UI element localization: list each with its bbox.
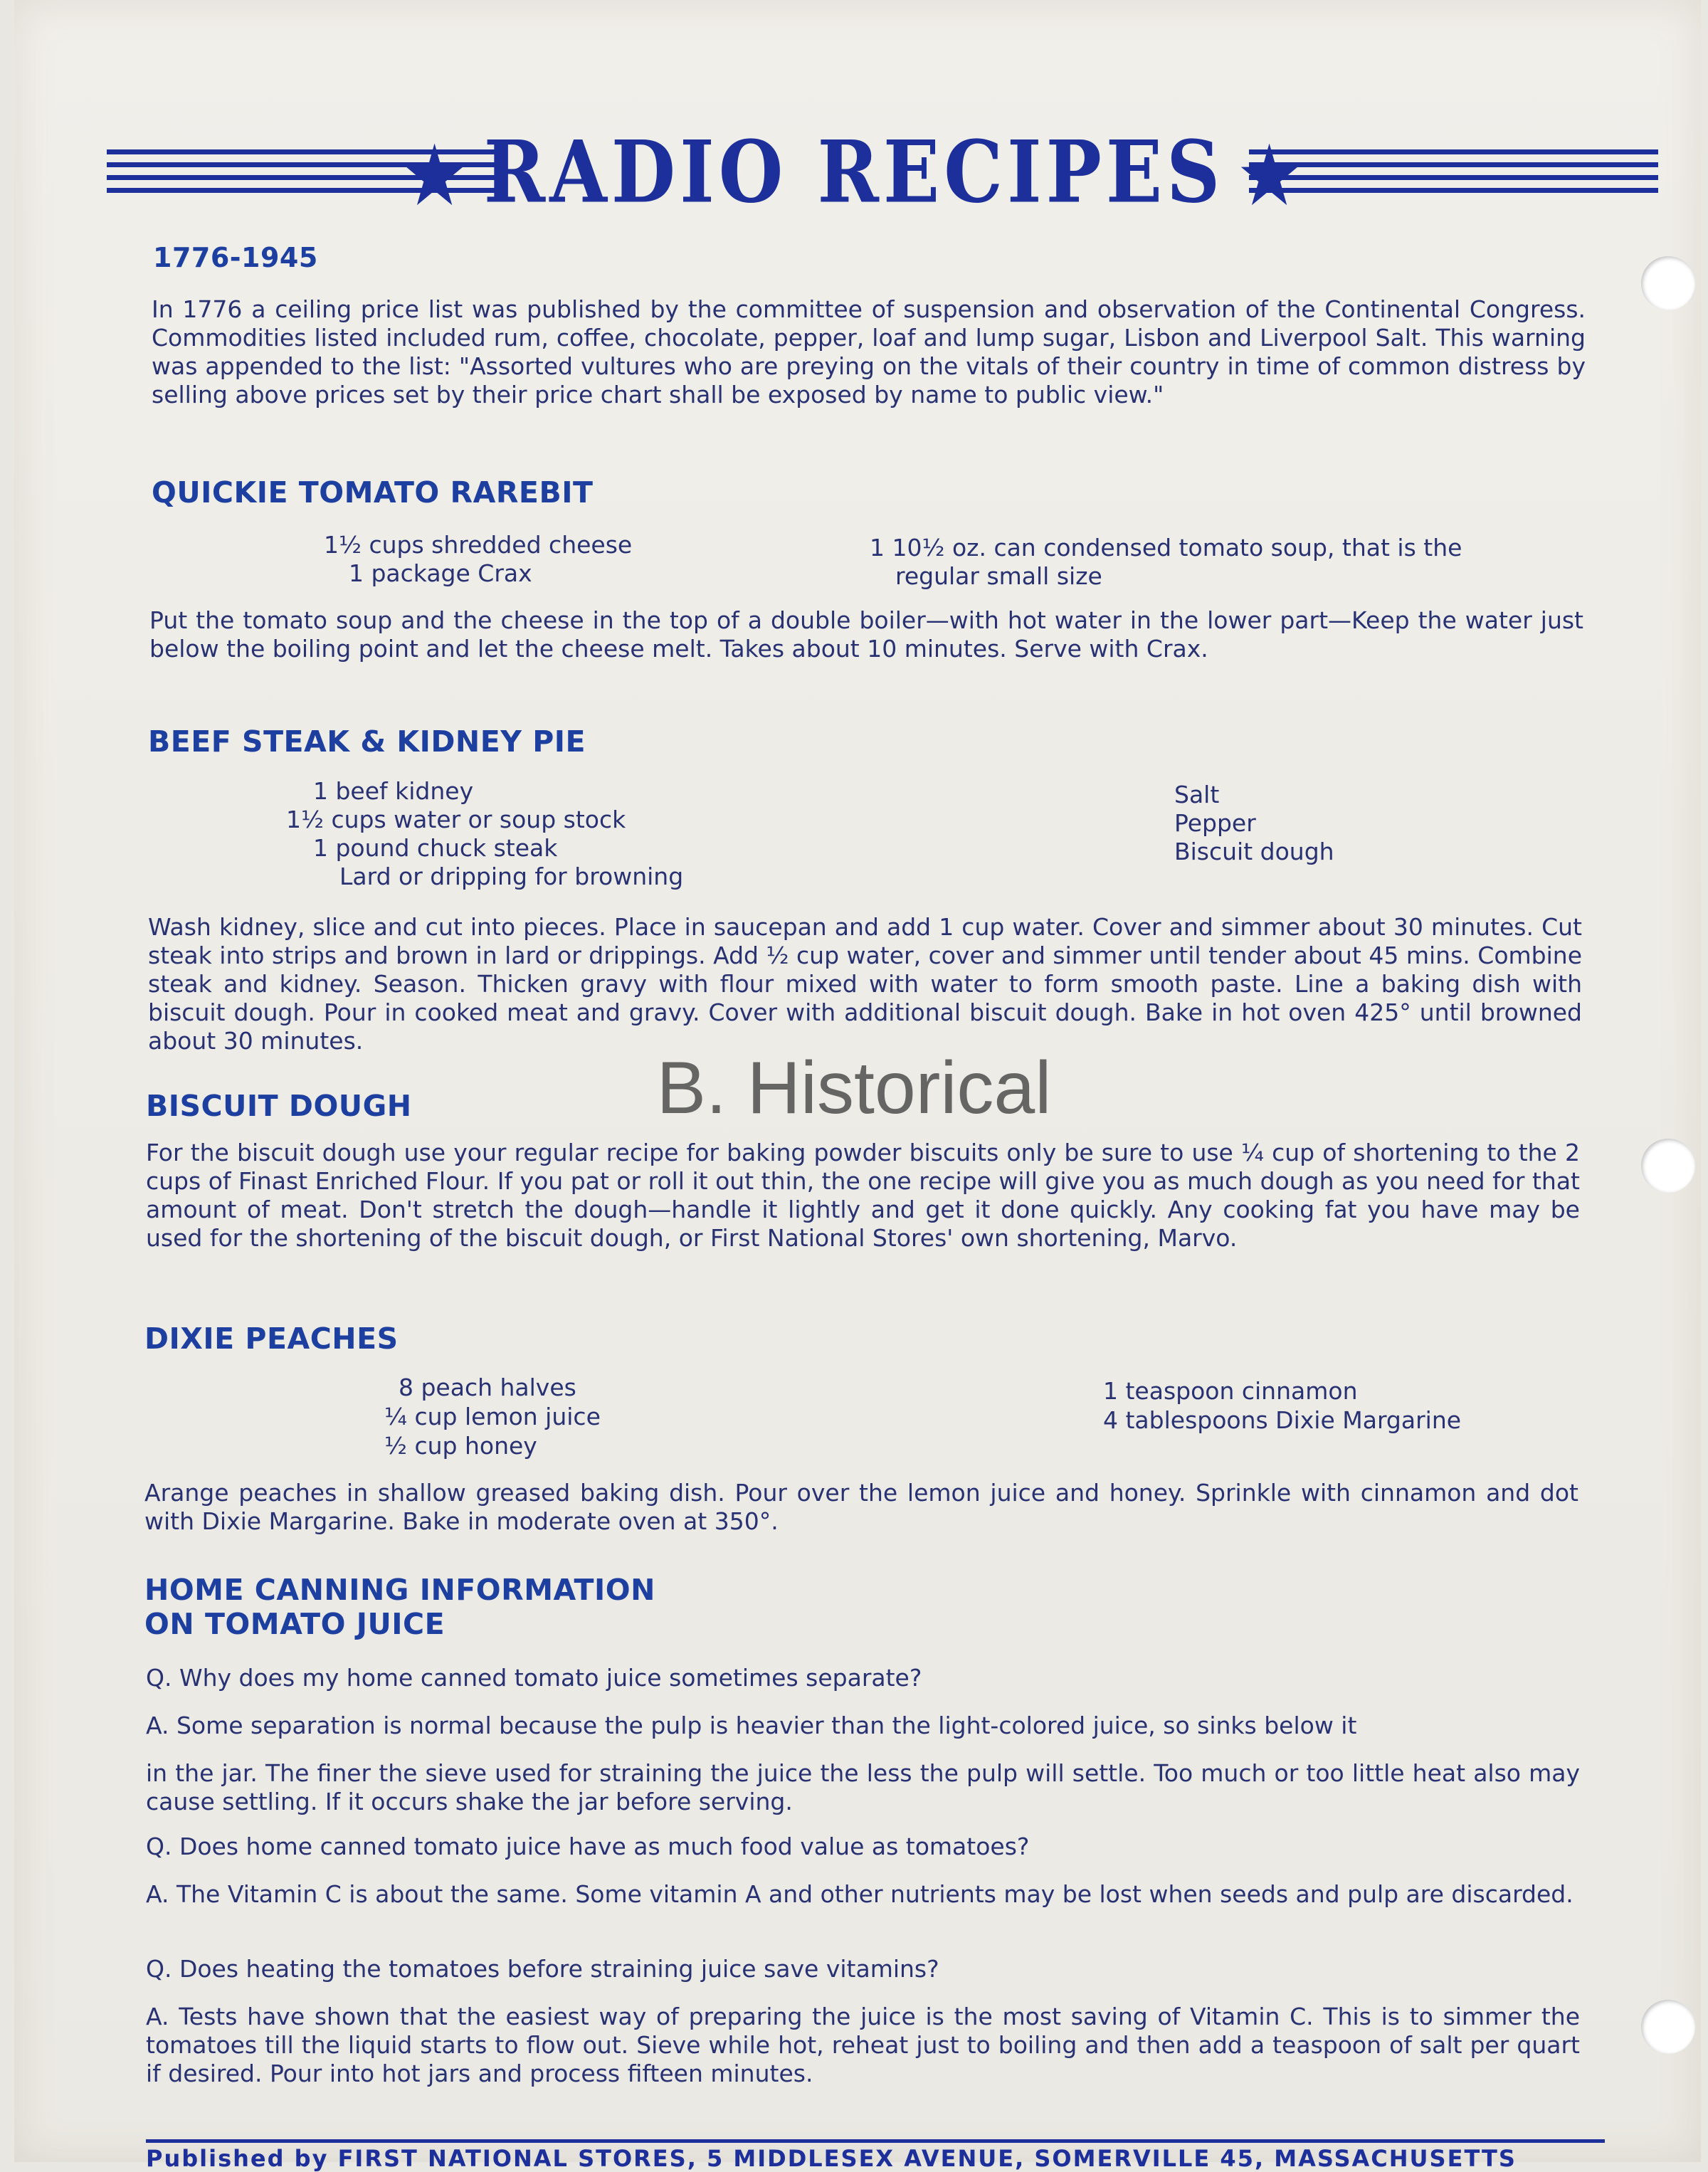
star-icon: ★	[405, 131, 468, 220]
pie-method: Wash kidney, slice and cut into pieces. Place in saucepan and add 1 cup water. Cover and simmer about 30 minutes. Cut steak into strips and brown in lard or drippings. Add ½ cup water, cover and simmer until tender about 45 mins. Combine steak and kidney. Season. Thicken gravy with flour mixed with water to form smooth paste. Line a baking dish with biscuit dough. Pour in cooked meat and gravy. Cover with additional biscuit dough. Bake in hot oven 425° until browned about 30 minutes.	[148, 913, 1582, 1055]
canning-answer: in the jar. The finer the sieve used for straining the juice the less the pulp will settle. Too much or too little heat also may cause settling. If it occurs shake the jar before serving.	[146, 1759, 1580, 1815]
publisher-footer: Published by FIRST NATIONAL STORES, 5 MIDDLESEX AVENUE, SOMERVILLE 45, MASSACHUSETTS	[146, 2145, 1517, 2172]
binder-hole	[1641, 2000, 1695, 2054]
star-icon: ★	[1240, 131, 1303, 220]
rarebit-method: Put the tomato soup and the cheese in the top of a double boiler—with hot water in the lower part—Keep the water just below the boiling point and let the cheese melt. Takes about 10 minutes. Serve with Crax.	[149, 606, 1583, 663]
canning-heading: ON TOMATO JUICE	[144, 1607, 446, 1641]
biscuit-method: For the biscuit dough use your regular recipe for baking powder biscuits only be sure to use ¼ cup of shortening to the 2 cups of Finast Enriched Flour. If you pat or roll it out thin, the one recipe will give you as much dough as you need for that amount of meat. Don't stretch the dough—handle it lightly and get it done quickly. Any cooking fat you have may be used for the shortening of the biscuit dough, or First National Stores' own shortening, Marvo.	[146, 1139, 1580, 1252]
pie-ingredient: 1½ cups water or soup stock	[286, 806, 626, 833]
rarebit-ingredient: regular small size	[895, 562, 1102, 590]
pie-ingredient: Lard or dripping for browning	[339, 863, 684, 890]
page-title	[0, 122, 1708, 222]
peaches-heading: DIXIE PEACHES	[144, 1322, 399, 1356]
rarebit-ingredient: 1 10½ oz. can condensed tomato soup, that is the	[870, 534, 1462, 562]
peaches-method: Arange peaches in shallow greased baking dish. Pour over the lemon juice and honey. Sprinkle with cinnamon and dot with Dixie Margarine. Bake in moderate oven at 350°.	[144, 1479, 1578, 1535]
rarebit-heading: QUICKIE TOMATO RAREBIT	[152, 475, 594, 510]
pie-ingredient: Biscuit dough	[1174, 838, 1334, 865]
canning-question: Q. Why does my home canned tomato juice sometimes separate?	[146, 1664, 922, 1692]
pie-ingredient: 1 beef kidney	[313, 777, 474, 805]
pie-ingredient: Salt	[1174, 781, 1220, 808]
binder-hole	[1641, 256, 1695, 310]
rarebit-ingredient: 1 package Crax	[349, 559, 532, 587]
binder-hole	[1641, 1139, 1695, 1193]
biscuit-heading: BISCUIT DOUGH	[146, 1089, 412, 1123]
canning-heading: HOME CANNING INFORMATION	[144, 1573, 655, 1607]
peaches-ingredient: ½ cup honey	[384, 1432, 537, 1460]
title-text: RADIO RECIPES	[483, 121, 1225, 223]
peaches-ingredient: 4 tablespoons Dixie Margarine	[1103, 1406, 1462, 1434]
canning-answer: A. Tests have shown that the easiest way of preparing the juice is the most saving of Vitamin C. This is to simmer the tomatoes till the liquid starts to flow out. Sieve while hot, reheat just to boiling and then add a teaspoon of salt per quart if desired. Pour into hot jars and process fifteen minutes.	[146, 2003, 1580, 2087]
peaches-ingredient: 8 peach halves	[399, 1374, 576, 1401]
pie-ingredient: 1 pound chuck steak	[313, 834, 558, 862]
canning-question: Q. Does heating the tomatoes before straining juice save vitamins?	[146, 1955, 939, 1983]
peaches-ingredient: ¼ cup lemon juice	[384, 1403, 601, 1430]
canning-answer: A. The Vitamin C is about the same. Some vitamin A and other nutrients may be lost when seeds and pulp are discarded.	[146, 1880, 1573, 1908]
canning-answer: A. Some separation is normal because the pulp is heavier than the light-colored juice, so sinks below it	[146, 1712, 1357, 1739]
pie-heading: BEEF STEAK & KIDNEY PIE	[148, 724, 586, 759]
history-heading: 1776-1945	[153, 242, 318, 273]
pie-ingredient: Pepper	[1174, 809, 1256, 837]
canning-question: Q. Does home canned tomato juice have as much food value as tomatoes?	[146, 1833, 1030, 1860]
rarebit-ingredient: 1½ cups shredded cheese	[324, 531, 633, 559]
history-text: In 1776 a ceiling price list was published by the committee of suspension and observation of the Continental Congress. Commodities listed included rum, coffee, chocolate, pepper, loaf and lump sugar, Lisbon and Liverpool Salt. This warning was appended to the list: "Assorted vultures who are preying on the vitals of their country in time of common distress by selling above prices set by their price chart shall be exposed by name to public view."	[152, 295, 1586, 408]
watermark: B. Historical	[656, 1047, 1052, 1129]
footer-rule	[146, 2139, 1605, 2143]
peaches-ingredient: 1 teaspoon cinnamon	[1103, 1377, 1358, 1405]
